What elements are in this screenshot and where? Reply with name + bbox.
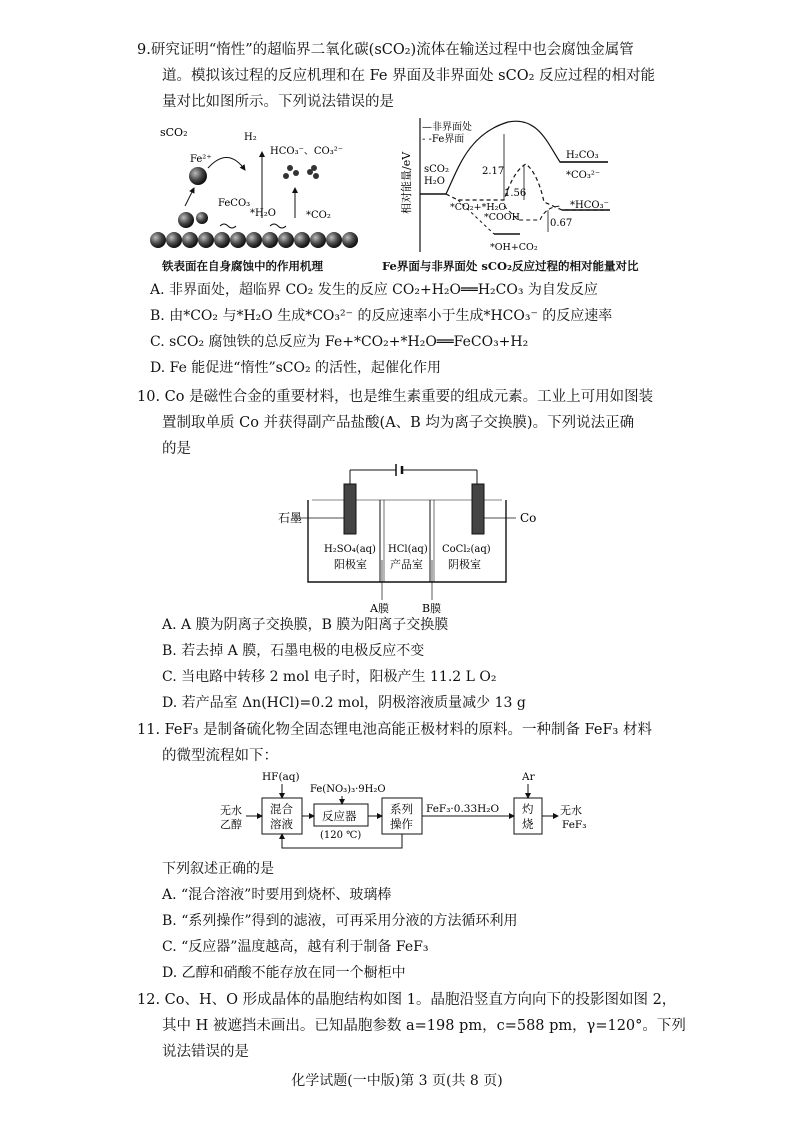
- cathode-chamber-label: 阴极室: [448, 558, 481, 571]
- output-label-2: FeF₃: [562, 819, 587, 831]
- legend-fe: - -Fe界面: [422, 134, 465, 145]
- box-mix-line2: 溶液: [270, 817, 293, 831]
- page-footer: 化学试题(一中版)第 3 页(共 8 页): [291, 1073, 503, 1089]
- ar-label: Ar: [522, 771, 535, 783]
- cobalt-label: Co: [520, 511, 537, 525]
- energy-label-067: 0.67: [550, 218, 573, 229]
- membrane-a-label: A膜: [370, 602, 389, 615]
- product-solution-label: HCl(aq): [388, 544, 428, 555]
- intermediate-label: FeF₃·0.33H₂O: [426, 803, 500, 815]
- fe-surface-mechanism-figure: [150, 118, 380, 258]
- box-series-line2: 操作: [390, 817, 413, 831]
- int-label-1: *CO₂+*H₂O: [450, 202, 507, 213]
- legend-nonfe: —非界面处: [422, 122, 472, 133]
- box-calcine-line2: 烧: [522, 817, 534, 831]
- q9-stem-line3: 量对比如图所示。下列说法错误的是: [162, 94, 394, 110]
- q12-stem-line2: 其中 H 被遮挡未画出。已知晶胞参数 a=198 pm，c=588 pm，γ=120°。下列: [162, 1018, 686, 1034]
- q9-option-b: B. 由*CO₂ 与*H₂O 生成*CO₃²⁻ 的反应速率小于生成*HCO₃⁻ 的反应速率: [150, 308, 613, 324]
- h2o-label: *H₂O: [250, 208, 276, 219]
- reactor-temp: (120 ℃): [320, 830, 362, 841]
- q10-option-c: C. 当电路中转移 2 mol 电子时，阳极产生 11.2 L O₂: [162, 669, 497, 685]
- q10-option-a: A. A 膜为阴离子交换膜，B 膜为阳离子交换膜: [162, 617, 449, 633]
- q11-option-a: A. “混合溶液”时要用到烧杯、玻璃棒: [162, 887, 392, 903]
- sco2-label: sCO₂: [160, 126, 188, 139]
- q11-option-d: D. 乙醇和硝酸不能存放在同一个橱柜中: [162, 965, 406, 981]
- product-chamber-label: 产品室: [390, 558, 423, 571]
- box-series-line1: 系列: [390, 802, 413, 816]
- q9-option-c: C. sCO₂ 腐蚀铁的总反应为 Fe+*CO₂+*H₂O══FeCO₃+H₂: [150, 334, 529, 350]
- right-figure-caption: Fe界面与非界面处 sCO₂反应过程的相对能量对比: [382, 259, 639, 273]
- product-label-3: *HCO₃⁻: [570, 200, 609, 211]
- q10-option-d: D. 若产品室 Δn(HCl)=0.2 mol，阴极溶液质量减少 13 g: [162, 695, 526, 711]
- q9-stem-line1: 9.研究证明“惰性”的超临界二氧化碳(sCO₂)流体在输送过程中也会腐蚀金属管: [137, 42, 634, 58]
- graphite-label: 石墨: [278, 511, 303, 525]
- q9-stem-line2: 道。模拟该过程的反应机理和在 Fe 界面及非界面处 sCO₂ 反应过程的相对能: [162, 68, 656, 84]
- energy-label-156: 1.56: [504, 188, 527, 199]
- hf-label: HF(aq): [262, 771, 300, 783]
- feco3-label: FeCO₃: [218, 198, 251, 209]
- q12-stem-line3: 说法错误的是: [162, 1044, 249, 1060]
- q12-stem-line1: 12. Co、H、O 形成晶体的晶胞结构如图 1。晶胞沿竖直方向向下的投影图如图 2，: [137, 992, 677, 1008]
- cathode-solution-label: CoCl₂(aq): [442, 544, 491, 555]
- membrane-b-label: B膜: [422, 602, 442, 615]
- q11-option-b: B. “系列操作”得到的滤液，可再采用分液的方法循环利用: [162, 913, 518, 929]
- anode-solution-label: H₂SO₄(aq): [324, 544, 376, 555]
- input-label-2: 乙醇: [220, 818, 242, 831]
- start-label-1: sCO₂: [424, 164, 449, 175]
- h2-label: H₂: [244, 132, 257, 143]
- fef3-flowchart: [214, 768, 594, 856]
- box-reactor: 反应器: [322, 809, 357, 823]
- energy-label-217: 2.17: [482, 166, 505, 177]
- product-label-2: *CO₃²⁻: [566, 170, 601, 181]
- electrolysis-cell-figure: [272, 460, 552, 616]
- product-label-1: H₂CO₃: [566, 150, 599, 161]
- int-label-3: *OH+CO₂: [490, 242, 538, 253]
- q11-stem-line1: 11. FeF₃ 是制备硫化物全固态锂电池高能正极材料的原料。一种制备 FeF₃ 材料: [137, 722, 652, 738]
- co2-label: *CO₂: [306, 210, 331, 221]
- q11-stem-line2: 的微型流程如下：: [162, 748, 278, 764]
- q9-option-a: A. 非界面处，超临界 CO₂ 发生的反应 CO₂+H₂O══H₂CO₃ 为自发反应: [150, 282, 598, 298]
- output-label-1: 无水: [560, 804, 582, 817]
- q11-stem: 下列叙述正确的是: [162, 861, 274, 877]
- hco3-label: HCO₃⁻、CO₃²⁻: [270, 146, 344, 157]
- fe2-label: Fe²⁺: [190, 154, 212, 165]
- q9-option-d: D. Fe 能促进“惰性”sCO₂ 的活性，起催化作用: [150, 360, 442, 376]
- energy-diagram-figure: [398, 114, 638, 259]
- q10-stem-line3: 的是: [162, 441, 191, 457]
- iron-surface-atoms: [150, 232, 358, 248]
- input-label-1: 无水: [220, 804, 242, 817]
- q11-option-c: C. “反应器”温度越高，越有利于制备 FeF₃: [162, 939, 429, 955]
- q10-option-b: B. 若去掉 A 膜，石墨电极的电极反应不变: [162, 643, 425, 659]
- q10-stem-line2: 置制取单质 Co 并获得副产品盐酸(A、B 均为离子交换膜)。下列说法正确: [162, 415, 635, 431]
- box-mix-line1: 混合: [270, 802, 293, 816]
- fe-nitrate-label: Fe(NO₃)₃·9H₂O: [310, 784, 386, 795]
- left-figure-caption: 铁表面在自身腐蚀中的作用机理: [162, 259, 323, 273]
- start-label-2: H₂O: [424, 176, 445, 187]
- energy-ylabel: 相对能量/eV: [400, 151, 413, 214]
- int-label-2: *COOH: [484, 212, 520, 223]
- q10-stem-line1: 10. Co 是磁性合金的重要材料，也是维生素重要的组成元素。工业上可用如图装: [137, 389, 654, 405]
- box-calcine-line1: 灼: [522, 802, 534, 816]
- anode-chamber-label: 阳极室: [334, 558, 367, 571]
